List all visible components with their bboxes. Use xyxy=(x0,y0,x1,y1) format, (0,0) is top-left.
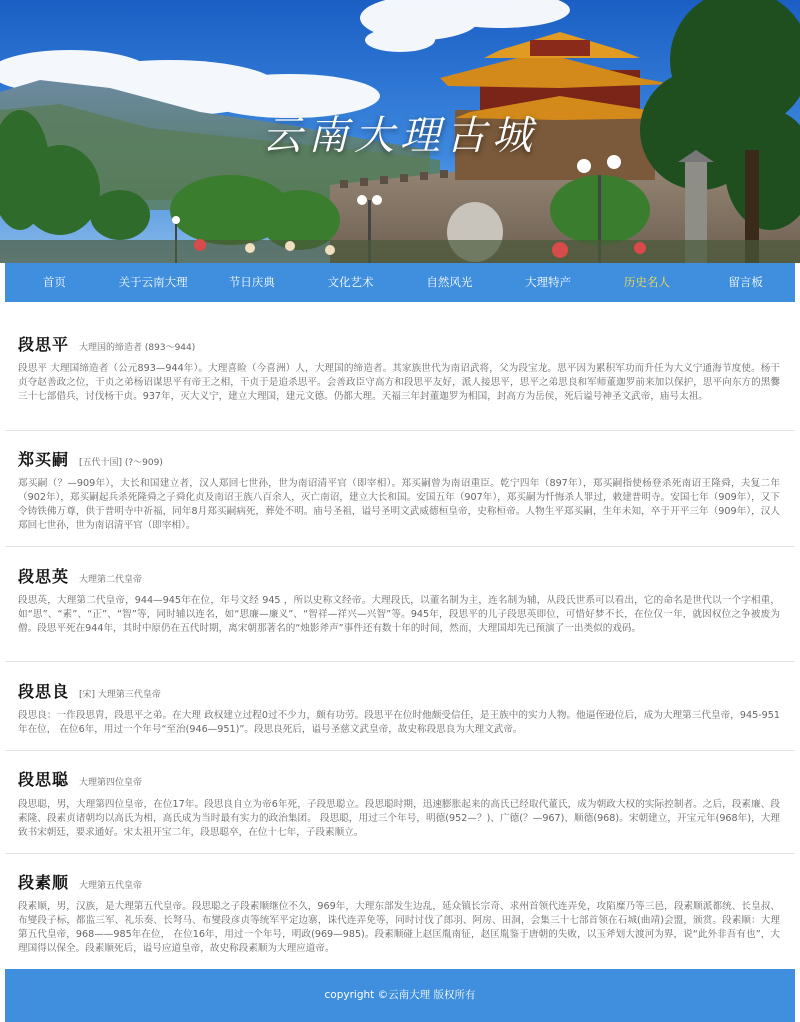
figure-name: 段思良 xyxy=(18,682,70,701)
figure-description: 段思英，大理第二代皇帝，944—945年在位，年号文经 945 ，所以史称文经帝。大理段氏，以董名制为主，连名制为辅，从段氏世系可以看出，它的命名是世代以一个字相重，如“思”、“素”、“正”、“智”等，同时辅以连名，如“思廉—廉义”、“智祥—祥兴—兴智”等。945年，段思平的儿子段思英即位，可惜好梦不长，在位仅一年，就因权位之争被废为僧。段思平死在944年，其时中原仍在五代时期，离宋朝那著名的“烛影斧声”事件还有数十年的时间，然而，大理国却先已预演了一出类似的戏码。 xyxy=(18,595,780,634)
figure-subtitle: [宋] 大理第三代皇帝 xyxy=(79,690,161,700)
figure-subtitle: 大理第四位皇帝 xyxy=(79,778,143,788)
figure-subtitle: 大理第五代皇帝 xyxy=(79,881,143,891)
section-divider xyxy=(5,430,795,431)
section-divider xyxy=(5,546,795,547)
figure-name: 段思聪 xyxy=(18,770,70,789)
figure-name: 段思平 xyxy=(18,335,70,354)
nav-item-culture[interactable]: 文化艺术 xyxy=(327,275,374,289)
main-nav xyxy=(5,263,795,302)
nav-item-about[interactable]: 关于云南大理 xyxy=(118,275,188,289)
figure-name: 郑买嗣 xyxy=(18,450,70,469)
section-divider xyxy=(5,750,795,751)
figure-name: 段素顺 xyxy=(18,873,70,892)
nav-item-history-figures[interactable]: 历史名人 xyxy=(623,275,670,289)
nav-item-specialties[interactable]: 大理特产 xyxy=(525,275,572,289)
nav-item-festivals[interactable]: 节日庆典 xyxy=(228,275,275,289)
figure-description: 段思聪，男，大理第四位皇帝，在位17年。段思良自立为帝6年死，子段思聪立。段思聪时期，迅速膨胀起来的高氏已经取代董氏，成为朝政大权的实际控制者。之后，段素廉、段素隆、段素贞诸朝均以高氏为相，高氏成为当时最有实力的政治集团。 段思聪，用过三个年号，明德(952—？)、广德(？—967)、顺德(968)。宋朝建立，开宝元年(968年)，大理致书宋朝廷，要求通好。宋太祖开宝二年，段思聪卒，在位十七年，子段素顺立。 xyxy=(18,799,780,838)
figure-subtitle: 大理国的缔造者 (893～944) xyxy=(79,343,196,353)
header-banner xyxy=(0,0,800,263)
copyright-text: copyright ©云南大理 版权所有 xyxy=(324,989,476,1001)
figure-description: 段素顺，男，汉族，是大理第五代皇帝。段思聪之子段素顺继位不久，969年，大理东部发生边乱，延众镇长宗奇、求州首领代连弄免，攻陷糜乃等三邑，段素顺派都统、长皇叔、布燮段子标，都监三军、礼乐奏、长弩马、布燮段彦贞等统军平定边寨，诛代连弄免等，同时讨伐了郎羽、阿房、田洞，会集三十七部首领在石城(曲靖)会盟，颁赏。段素顺：大理第五代皇帝，968——985年在位， 在位16年，用过一个年号，明政(969—985)。段素顺碰上赵匡胤南征，赵匡胤鉴于唐朝的失败，以玉斧划大渡河为界，说“此外非吾有也”，大理国得以保全。段素顺死后，谥号应道皇帝，故史称段素顺为大理应道帝。 xyxy=(18,901,780,954)
section-divider xyxy=(5,661,795,662)
figure-description: 段思良：一作段思胄，段思平之弟。在大理 政权建立过程0过不少力，颇有功劳。段思平在位时他颇受信任，是王族中的实力人物。他逼侄逊位后，成为大理第三代皇帝，945-951年在位， 在位6年，用过一个年号“至治(946—951)”。段思良死后，谥号圣慈文武皇帝，故史称段思良为大理文武帝。 xyxy=(18,710,780,735)
nav-item-guestbook[interactable]: 留言板 xyxy=(728,275,763,289)
footer xyxy=(5,969,795,1022)
figure-subtitle: [五代十国] (?～909) xyxy=(79,458,163,468)
figure-subtitle: 大理第二代皇帝 xyxy=(79,575,143,585)
nav-item-scenery[interactable]: 自然风光 xyxy=(426,275,473,289)
figure-description: 郑买嗣（？—909年），大长和国建立者，汉人郑回七世孙，世为南诏清平官（即宰相）。郑买嗣曾为南诏重臣。乾宁四年（897年），郑买嗣指使杨登杀死南诏王隆舜，夫复二年（902年），郑买嗣起兵杀死隆舜之子舜化贞及南诏王族八百余人，灭亡南诏，建立大长和国。安国五年（907年），郑买嗣为忏悔杀人罪过，敕建普明寺。安国七年（909年），又下令铸铁佛万尊，供于普明寺中祈福，同年8月郑买嗣病死，葬处不明。庙号圣祖，谥号圣明文武威德桓皇帝，史称桓帝。人物生平郑买嗣，生年未知，卒于开平三年（909年），汉人郑回七世孙，世为南诏清平官（即宰相）。 xyxy=(18,478,780,531)
figure-description: 段思平 大理国缔造者（公元893—944年）。大理喜睑（今喜洲）人，大理国的缔造者。其家族世代为南诏武将，父为段宝龙。思平因为累积军功而升任为大义宁通海节度使。杨干贞夺赵善政之位，干贞之弟杨诏谋思平有帝王之相，干贞于是追杀思平。会善政臣守高方和段思平友好，派人接思平，思平之弟思良和军师董迦罗前来加以保护，思平向东方的黑爨三十七部借兵，讨伐杨干贞。937年，灭大义宁，建立大理国，建元文德。仍都大理。天福三年封董迦罗为相国，封高方为岳侯，死后谥号神圣文武帝，庙号太祖。 xyxy=(18,363,780,402)
nav-item-home[interactable]: 首页 xyxy=(42,275,66,289)
figure-name: 段思英 xyxy=(18,567,70,586)
banner-title: 云南大理古城 xyxy=(262,113,538,159)
section-divider xyxy=(5,853,795,854)
